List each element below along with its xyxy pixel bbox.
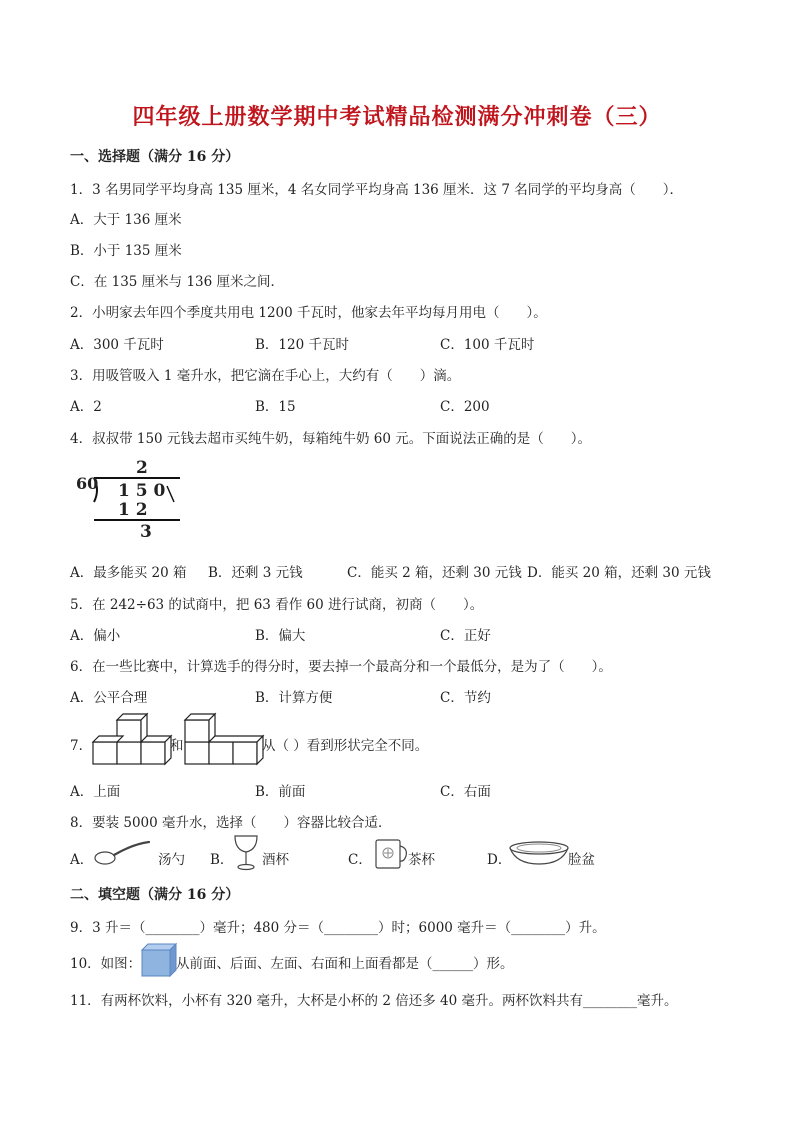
q3-option-b: B．15 [255, 399, 296, 415]
division-product: 1 2 [118, 500, 148, 520]
q8-option-d-label: 脸盆 [568, 852, 595, 868]
q9-stem: 9．3 升＝（________）毫升；480 分＝（________）时；6000 毫升＝（________）升。 [70, 920, 606, 936]
q8-option-a-label: 汤勺 [158, 852, 185, 868]
q3-stem: 3．用吸管吸入 1 毫升水，把它滴在手心上，大约有（ ）滴。 [70, 368, 461, 384]
q6-option-a: A．公平合理 [70, 690, 148, 706]
q8-option-c: C． [348, 852, 372, 868]
q7-option-a: A．上面 [70, 784, 121, 800]
q1-option-b: B．小于 135 厘米 [70, 243, 182, 259]
q2-option-a: A．300 千瓦时 [70, 337, 164, 353]
q4-stem: 4．叔叔带 150 元钱去超市买纯牛奶，每箱纯牛奶 60 元。下面说法正确的是（ ）。 [70, 431, 591, 447]
division-dividend: 1 5 0 [118, 481, 166, 501]
q8-option-b-label: 酒杯 [262, 852, 289, 868]
division-remainder: 3 [140, 522, 152, 542]
wine-glass-icon [232, 834, 260, 872]
q7-and: 和 [170, 738, 184, 754]
q7-tail: 从（ ）看到形状完全不同。 [262, 738, 429, 754]
tea-cup-icon [372, 836, 410, 872]
washbasin-icon [508, 840, 570, 868]
q3-option-c: C．200 [440, 399, 490, 415]
q4-option-b: B．还剩 3 元钱 [208, 565, 303, 581]
q11-stem: 11．有两杯饮料，小杯有 320 毫升，大杯是小杯的 2 倍还多 40 毫升。两杯饮料共有________毫升。 [70, 993, 678, 1009]
q1-stem: 1．3 名男同学平均身高 135 厘米，4 名女同学平均身高 136 厘米．这 7 名同学的平均身高（ ）． [70, 182, 683, 198]
q8-option-b: B． [210, 852, 234, 868]
q8-option-d: D． [487, 852, 512, 868]
q6-stem: 6．在一些比赛中，计算选手的得分时，要去掉一个最高分和一个最低分，是为了（ ）。 [70, 659, 612, 675]
q7-number: 7． [70, 738, 93, 754]
q7-option-b: B．前面 [255, 784, 306, 800]
q10-pre: 10．如图： [70, 956, 142, 972]
q2-option-c: C．100 千瓦时 [440, 337, 535, 353]
q3-option-a: A．2 [70, 399, 102, 415]
q10-post: 从前面、后面、左面、右面和上面看都是（______）形。 [176, 956, 514, 972]
q8-option-a: A． [70, 852, 94, 868]
q6-option-b: B．计算方便 [255, 690, 333, 706]
cube-figure-2 [185, 712, 265, 766]
q5-option-c: C．正好 [440, 628, 491, 644]
q5-option-a: A．偏小 [70, 628, 121, 644]
cube-icon [140, 942, 180, 978]
q8-stem: 8．要装 5000 毫升水，选择（ ）容器比较合适． [70, 815, 392, 831]
section-choice-heading: 一、选择题（满分 16 分） [70, 149, 240, 165]
long-division-figure [72, 456, 192, 546]
q1-option-a: A．大于 136 厘米 [70, 212, 182, 228]
q4-option-a: A．最多能买 20 箱 [70, 565, 187, 581]
division-divisor: 60 [76, 474, 99, 493]
cube-figure-1 [93, 712, 171, 766]
page-title: 四年级上册数学期中考试精品检测满分冲刺卷（三） [132, 104, 662, 130]
q5-stem: 5．在 242÷63 的试商中，把 63 看作 60 进行试商，初商（ ）。 [70, 597, 484, 613]
q4-option-c: C．能买 2 箱，还剩 30 元钱 [347, 565, 522, 581]
q4-option-d: D．能买 20 箱，还剩 30 元钱 [527, 565, 711, 581]
section-fill-heading: 二、填空题（满分 16 分） [70, 887, 240, 903]
q5-option-b: B．偏大 [255, 628, 306, 644]
division-quotient: 2 [136, 458, 148, 478]
q6-option-c: C．节约 [440, 690, 491, 706]
q7-option-c: C．右面 [440, 784, 491, 800]
q8-option-c-label: 茶杯 [408, 852, 435, 868]
q2-stem: 2．小明家去年四个季度共用电 1200 千瓦时，他家去年平均每月用电（ ）。 [70, 305, 547, 321]
q2-option-b: B．120 千瓦时 [255, 337, 349, 353]
q1-option-c: C．在 135 厘米与 136 厘米之间． [70, 274, 285, 290]
spoon-icon [93, 838, 153, 868]
